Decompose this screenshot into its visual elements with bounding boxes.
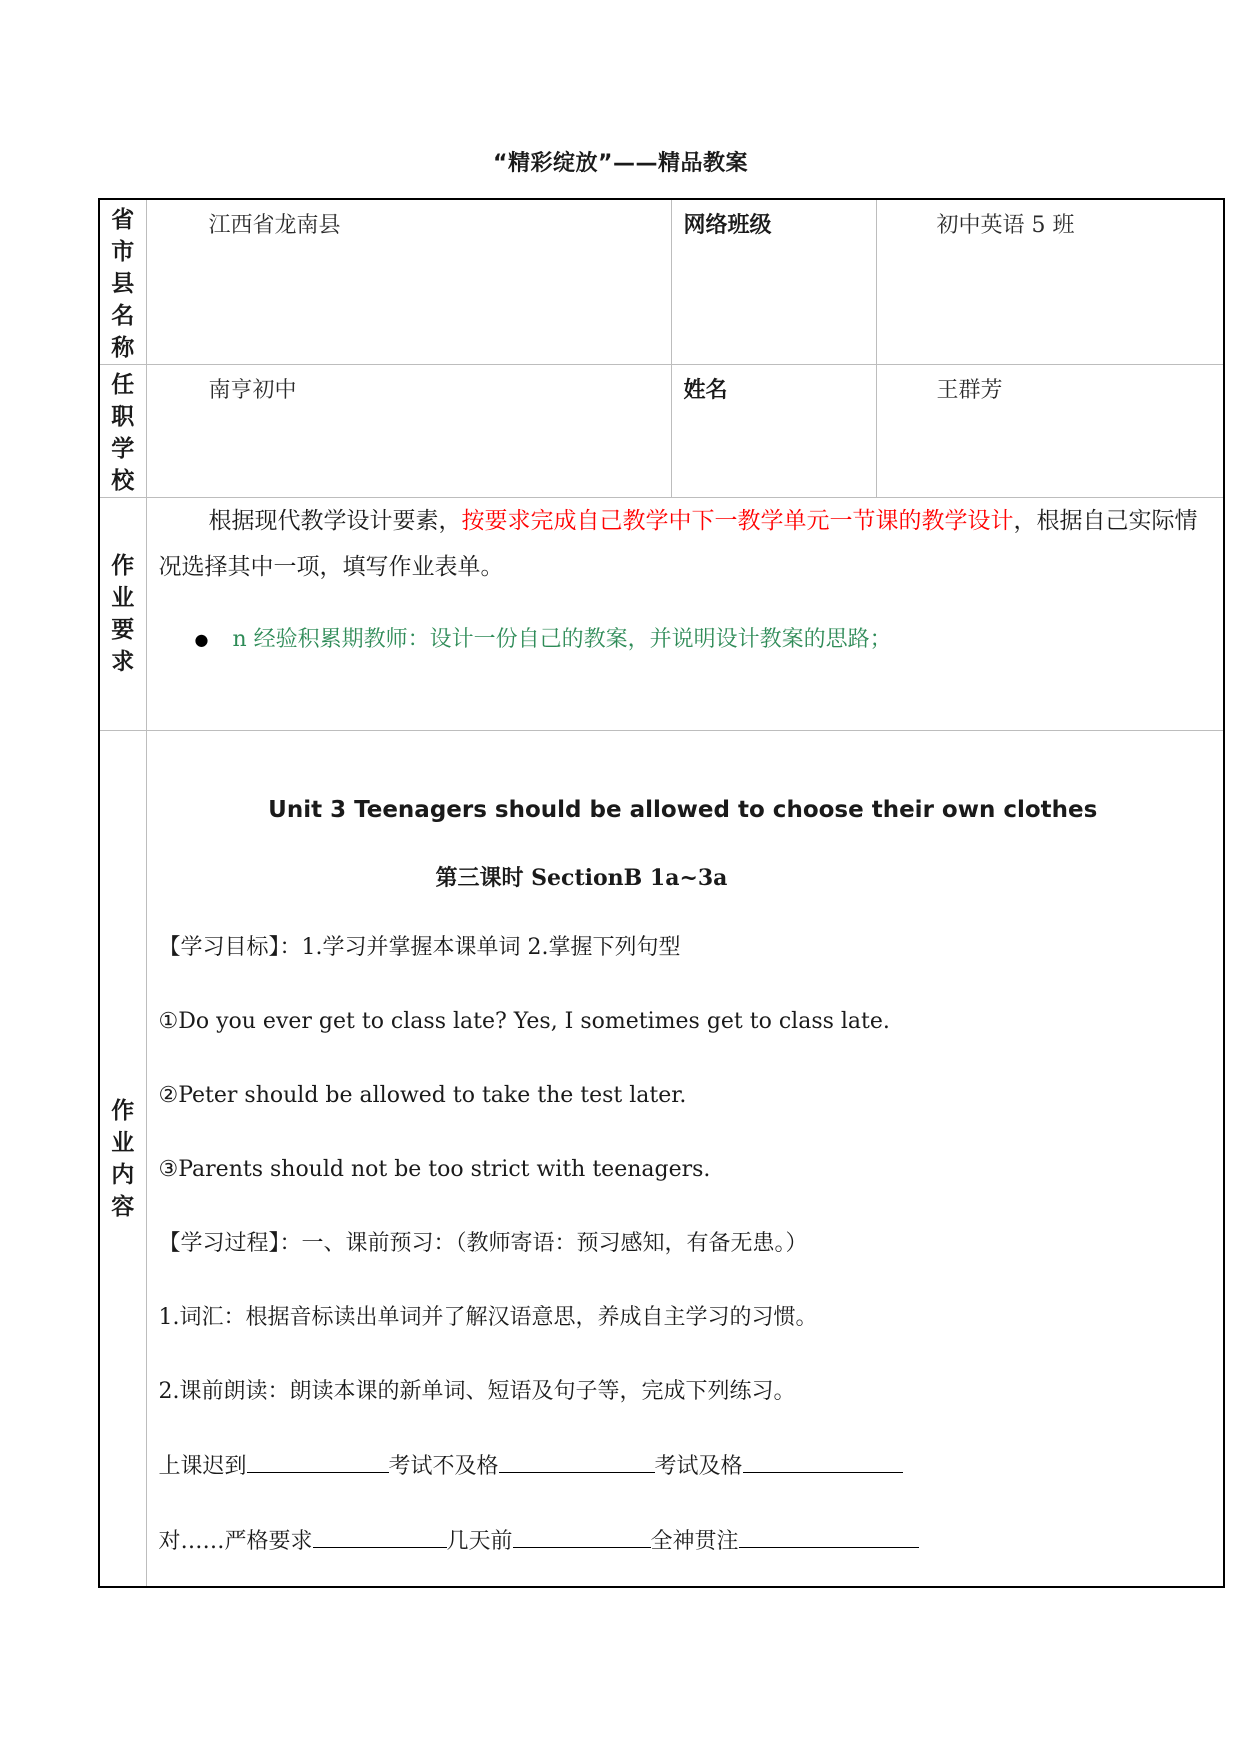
bullet-dot-icon: ● bbox=[194, 630, 209, 649]
fill-line-1 bbox=[159, 1446, 1208, 1487]
fill-label: 上课迟到 bbox=[158, 1454, 247, 1479]
fill-blank[interactable] bbox=[513, 1521, 651, 1548]
name-value: 王群芳 bbox=[936, 378, 1003, 403]
row-requirement bbox=[99, 498, 1224, 731]
class-label: 网络班级 bbox=[683, 213, 772, 238]
sentence-2: ②Peter should be allowed to take the test later. bbox=[158, 1083, 687, 1108]
fill-label: 考试及格 bbox=[654, 1454, 743, 1479]
side-label-province: 省 市 县 名 称 bbox=[99, 199, 146, 365]
sentence-1: ①Do you ever get to class late? Yes, I sometimes get to class late. bbox=[158, 1009, 890, 1034]
fill-label: 考试不及格 bbox=[388, 1454, 499, 1479]
fill-blank[interactable] bbox=[247, 1446, 389, 1473]
side-label-content: 作 业 内 容 bbox=[99, 731, 146, 1588]
vocab-line: 1.词汇：根据音标读出单词并了解汉语意思，养成自主学习的习惯。 bbox=[158, 1305, 818, 1330]
side-label-school: 任 职 学 校 bbox=[99, 365, 146, 498]
fill-label: 全神贯注 bbox=[650, 1529, 739, 1554]
row-province bbox=[99, 199, 1224, 365]
requirement-text: 根据现代教学设计要素，按要求完成自己教学中下一教学单元一节课的教学设计，根据自己实际情况选择其中一项，填写作业表单。 ● n 经验积累期教师：设计一份自己的教案，并说明设计教案的思路； bbox=[147, 498, 1224, 658]
row-content bbox=[99, 731, 1224, 1588]
fill-blank[interactable] bbox=[499, 1446, 655, 1473]
school-value: 南亨初中 bbox=[208, 378, 297, 403]
fill-blank[interactable] bbox=[739, 1521, 919, 1548]
process-line: 【学习过程】：一、课前预习：（教师寄语：预习感知，有备无患。） bbox=[158, 1231, 808, 1256]
province-value: 江西省龙南县 bbox=[208, 213, 341, 238]
lesson-title: 第三课时 SectionB 1a~3a bbox=[435, 865, 728, 891]
reading-line: 2.课前朗读：朗读本课的新单词、短语及句子等，完成下列练习。 bbox=[158, 1379, 796, 1404]
side-label-requirement: 作 业 要 求 bbox=[99, 498, 146, 731]
requirement-bullet: ● n 经验积累期教师：设计一份自己的教案，并说明设计教案的思路； bbox=[194, 627, 892, 652]
document-title: “精彩绽放”——精品教案 bbox=[493, 151, 748, 176]
content-body bbox=[147, 731, 1224, 1562]
fill-blank[interactable] bbox=[313, 1521, 447, 1548]
fill-label: 对……严格要求 bbox=[158, 1529, 313, 1554]
unit-title: Unit 3 Teenagers should be allowed to choose their own clothes bbox=[268, 797, 1098, 823]
name-label: 姓名 bbox=[683, 378, 728, 403]
class-value: 初中英语 5 班 bbox=[936, 213, 1075, 238]
lesson-plan-form bbox=[98, 198, 1225, 1588]
objectives-line: 【学习目标】：1.学习并掌握本课单词 2.掌握下列句型 bbox=[158, 935, 681, 960]
sentence-3: ③Parents should not be too strict with teenagers. bbox=[158, 1157, 711, 1182]
fill-label: 几天前 bbox=[446, 1529, 513, 1554]
fill-line-2 bbox=[159, 1521, 1208, 1562]
requirement-highlight: 按要求完成自己教学中下一教学单元一节课的教学设计 bbox=[461, 508, 1014, 534]
row-school bbox=[99, 365, 1224, 498]
fill-blank[interactable] bbox=[743, 1446, 903, 1473]
